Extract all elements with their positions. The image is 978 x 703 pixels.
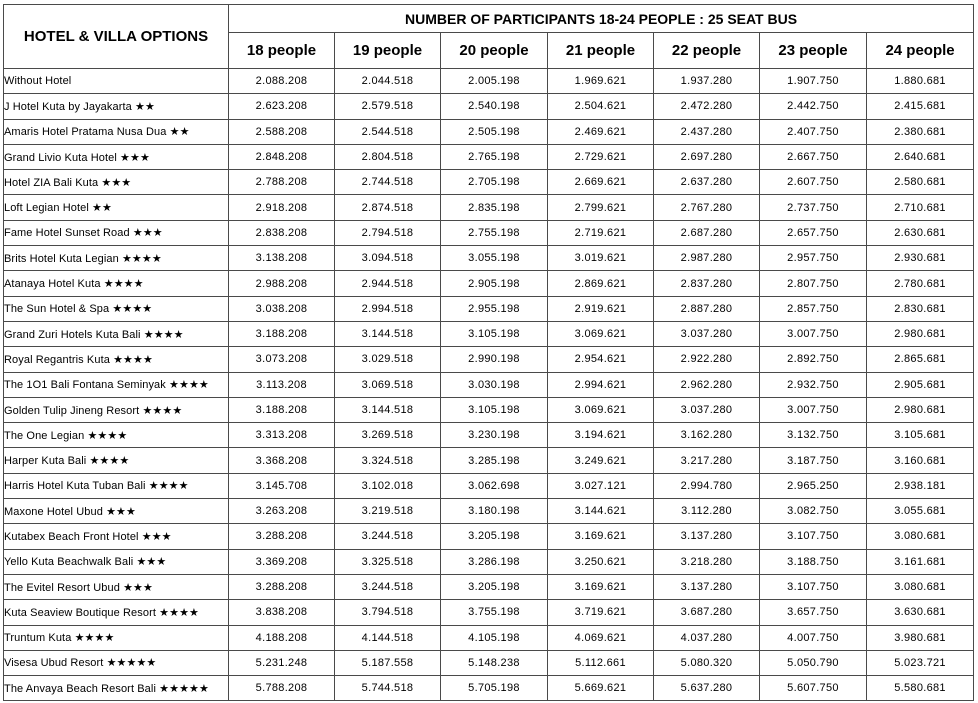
price-cell: 2.962.280 [654,372,760,397]
price-cell: 3.107.750 [760,574,867,599]
hotel-name-cell: Kutabex Beach Front Hotel ★★★ [4,524,229,549]
table-row [4,220,974,245]
table-row [4,473,974,498]
price-cell: 2.887.280 [654,296,760,321]
price-cell: 2.630.681 [867,220,974,245]
price-cell: 2.918.208 [229,195,335,220]
price-cell: 3.069.621 [548,321,654,346]
price-cell: 2.667.750 [760,144,867,169]
price-cell: 2.407.750 [760,119,867,144]
hotel-name-cell: The Sun Hotel & Spa ★★★★ [4,296,229,321]
hotel-name-cell: Atanaya Hotel Kuta ★★★★ [4,271,229,296]
price-cell: 3.169.621 [548,574,654,599]
hotel-name-cell: Visesa Ubud Resort ★★★★★ [4,650,229,675]
price-cell: 5.080.320 [654,650,760,675]
price-cell: 2.905.198 [441,271,548,296]
price-cell: 2.988.208 [229,271,335,296]
price-cell: 2.637.280 [654,170,760,195]
price-cell: 5.705.198 [441,676,548,701]
price-cell: 3.073.208 [229,347,335,372]
price-cell: 5.112.661 [548,650,654,675]
price-cell: 2.990.198 [441,347,548,372]
price-cell: 3.080.681 [867,524,974,549]
price-cell: 2.765.198 [441,144,548,169]
price-cell: 2.919.621 [548,296,654,321]
price-cell: 2.780.681 [867,271,974,296]
price-cell: 2.623.208 [229,94,335,119]
price-cell: 2.944.518 [335,271,441,296]
price-cell: 2.380.681 [867,119,974,144]
price-cell: 2.505.198 [441,119,548,144]
column-header: 20 people [441,33,548,69]
price-cell: 2.719.621 [548,220,654,245]
price-cell: 3.161.681 [867,549,974,574]
price-cell: 2.005.198 [441,69,548,94]
price-cell: 2.892.750 [760,347,867,372]
price-cell: 3.630.681 [867,600,974,625]
hotel-name-cell: Kuta Seaview Boutique Resort ★★★★ [4,600,229,625]
hotel-name-cell: Truntum Kuta ★★★★ [4,625,229,650]
price-cell: 3.219.518 [335,499,441,524]
price-cell: 3.194.621 [548,423,654,448]
price-cell: 3.082.750 [760,499,867,524]
hotel-name-cell: J Hotel Kuta by Jayakarta ★★ [4,94,229,119]
price-cell: 3.144.518 [335,397,441,422]
price-cell: 3.269.518 [335,423,441,448]
price-cell: 3.102.018 [335,473,441,498]
price-cell: 3.160.681 [867,448,974,473]
price-cell: 2.744.518 [335,170,441,195]
price-cell: 3.069.518 [335,372,441,397]
price-cell: 3.205.198 [441,574,548,599]
price-cell: 3.055.198 [441,246,548,271]
price-cell: 3.105.198 [441,397,548,422]
hotel-name-cell: The Evitel Resort Ubud ★★★ [4,574,229,599]
price-cell: 3.007.750 [760,321,867,346]
hotel-name-cell: Amaris Hotel Pratama Nusa Dua ★★ [4,119,229,144]
price-cell: 3.019.621 [548,246,654,271]
price-cell: 3.205.198 [441,524,548,549]
price-cell: 2.442.750 [760,94,867,119]
price-cell: 3.980.681 [867,625,974,650]
price-cell: 3.030.198 [441,372,548,397]
price-cell: 2.588.208 [229,119,335,144]
price-cell: 2.737.750 [760,195,867,220]
hotel-name-cell: Hotel ZIA Bali Kuta ★★★ [4,170,229,195]
price-cell: 2.869.621 [548,271,654,296]
price-cell: 4.144.518 [335,625,441,650]
table-row [4,423,974,448]
price-cell: 3.285.198 [441,448,548,473]
price-cell: 1.907.750 [760,69,867,94]
hotel-name-cell: Yello Kuta Beachwalk Bali ★★★ [4,549,229,574]
table-row [4,397,974,422]
table-row [4,600,974,625]
price-cell: 2.994.780 [654,473,760,498]
price-cell: 3.244.518 [335,574,441,599]
price-cell: 2.640.681 [867,144,974,169]
price-cell: 2.837.280 [654,271,760,296]
price-cell: 2.504.621 [548,94,654,119]
hotel-name-cell: Without Hotel [4,69,229,94]
price-cell: 4.007.750 [760,625,867,650]
price-cell: 2.540.198 [441,94,548,119]
column-header: 24 people [867,33,974,69]
price-cell: 3.325.518 [335,549,441,574]
price-cell: 2.807.750 [760,271,867,296]
price-cell: 2.767.280 [654,195,760,220]
table-row [4,170,974,195]
table-row [4,574,974,599]
price-cell: 3.037.280 [654,321,760,346]
price-cell: 3.037.280 [654,397,760,422]
table-row [4,144,974,169]
hotel-name-cell: Maxone Hotel Ubud ★★★ [4,499,229,524]
price-cell: 3.217.280 [654,448,760,473]
price-cell: 2.607.750 [760,170,867,195]
price-cell: 2.669.621 [548,170,654,195]
price-cell: 3.188.750 [760,549,867,574]
price-cell: 2.544.518 [335,119,441,144]
price-cell: 3.263.208 [229,499,335,524]
price-cell: 2.469.621 [548,119,654,144]
price-cell: 2.705.198 [441,170,548,195]
hotel-name-cell: The One Legian ★★★★ [4,423,229,448]
price-cell: 3.145.708 [229,473,335,498]
price-cell: 3.288.208 [229,574,335,599]
price-cell: 2.044.518 [335,69,441,94]
price-cell: 2.955.198 [441,296,548,321]
price-cell: 3.169.621 [548,524,654,549]
price-cell: 3.137.280 [654,524,760,549]
price-cell: 3.080.681 [867,574,974,599]
price-cell: 2.794.518 [335,220,441,245]
price-cell: 3.137.280 [654,574,760,599]
price-cell: 3.324.518 [335,448,441,473]
price-cell: 3.144.518 [335,321,441,346]
price-cell: 4.105.198 [441,625,548,650]
price-cell: 2.088.208 [229,69,335,94]
price-cell: 2.965.250 [760,473,867,498]
price-cell: 2.729.621 [548,144,654,169]
price-cell: 5.231.248 [229,650,335,675]
price-cell: 2.472.280 [654,94,760,119]
column-header: 21 people [548,33,654,69]
price-cell: 3.113.208 [229,372,335,397]
price-cell: 2.799.621 [548,195,654,220]
table-row [4,524,974,549]
price-cell: 3.244.518 [335,524,441,549]
price-cell: 3.107.750 [760,524,867,549]
price-cell: 3.144.621 [548,499,654,524]
price-cell: 1.937.280 [654,69,760,94]
participants-group-header: NUMBER OF PARTICIPANTS 18-24 PEOPLE : 25 SEAT BUS [229,5,974,33]
price-cell: 3.105.681 [867,423,974,448]
price-cell: 4.037.280 [654,625,760,650]
price-cell: 2.848.208 [229,144,335,169]
table-row [4,321,974,346]
price-cell: 5.607.750 [760,676,867,701]
price-cell: 3.249.621 [548,448,654,473]
price-cell: 5.187.558 [335,650,441,675]
price-cell: 3.218.280 [654,549,760,574]
price-cell: 5.023.721 [867,650,974,675]
price-cell: 2.994.518 [335,296,441,321]
price-cell: 2.830.681 [867,296,974,321]
hotel-name-cell: The Anvaya Beach Resort Bali ★★★★★ [4,676,229,701]
hotel-name-cell: Loft Legian Hotel ★★ [4,195,229,220]
table-row [4,347,974,372]
price-cell: 3.038.208 [229,296,335,321]
price-cell: 3.132.750 [760,423,867,448]
price-cell: 3.062.698 [441,473,548,498]
price-cell: 3.069.621 [548,397,654,422]
column-header: 23 people [760,33,867,69]
price-cell: 2.755.198 [441,220,548,245]
price-cell: 3.369.208 [229,549,335,574]
hotel-name-cell: Royal Regantris Kuta ★★★★ [4,347,229,372]
price-cell: 2.954.621 [548,347,654,372]
hotel-name-cell: Grand Zuri Hotels Kuta Bali ★★★★ [4,321,229,346]
hotel-name-cell: Fame Hotel Sunset Road ★★★ [4,220,229,245]
price-cell: 2.697.280 [654,144,760,169]
price-cell: 3.250.621 [548,549,654,574]
price-cell: 2.415.681 [867,94,974,119]
price-cell: 2.922.280 [654,347,760,372]
price-cell: 4.069.621 [548,625,654,650]
table-row [4,94,974,119]
hotel-name-cell: Harper Kuta Bali ★★★★ [4,448,229,473]
table-row [4,650,974,675]
price-cell: 5.580.681 [867,676,974,701]
price-cell: 1.880.681 [867,69,974,94]
price-cell: 3.138.208 [229,246,335,271]
price-cell: 2.687.280 [654,220,760,245]
table-row [4,296,974,321]
price-cell: 3.105.198 [441,321,548,346]
table-row [4,372,974,397]
price-table [3,4,974,701]
price-cell: 3.007.750 [760,397,867,422]
price-cell: 2.437.280 [654,119,760,144]
price-cell: 3.794.518 [335,600,441,625]
price-cell: 3.288.208 [229,524,335,549]
price-cell: 3.313.208 [229,423,335,448]
price-cell: 5.788.208 [229,676,335,701]
table-row [4,625,974,650]
price-cell: 2.580.681 [867,170,974,195]
price-cell: 3.112.280 [654,499,760,524]
price-cell: 2.657.750 [760,220,867,245]
price-cell: 2.987.280 [654,246,760,271]
price-cell: 3.162.280 [654,423,760,448]
price-cell: 3.838.208 [229,600,335,625]
price-cell: 5.050.790 [760,650,867,675]
price-cell: 3.187.750 [760,448,867,473]
price-cell: 2.865.681 [867,347,974,372]
price-cell: 2.835.198 [441,195,548,220]
table-row [4,69,974,94]
price-cell: 3.719.621 [548,600,654,625]
table-row [4,246,974,271]
table-row [4,676,974,701]
price-cell: 3.055.681 [867,499,974,524]
price-cell: 3.368.208 [229,448,335,473]
hotel-name-cell: Golden Tulip Jineng Resort ★★★★ [4,397,229,422]
price-cell: 3.188.208 [229,397,335,422]
table-row [4,119,974,144]
price-cell: 2.804.518 [335,144,441,169]
price-cell: 2.994.621 [548,372,654,397]
column-header: 19 people [335,33,441,69]
price-cell: 3.230.198 [441,423,548,448]
table-row [4,195,974,220]
column-header: 22 people [654,33,760,69]
price-cell: 2.980.681 [867,321,974,346]
hotel-name-cell: Harris Hotel Kuta Tuban Bali ★★★★ [4,473,229,498]
price-cell: 2.938.181 [867,473,974,498]
price-cell: 3.286.198 [441,549,548,574]
price-cell: 3.180.198 [441,499,548,524]
table-row [4,499,974,524]
hotel-name-cell: Brits Hotel Kuta Legian ★★★★ [4,246,229,271]
price-cell: 2.874.518 [335,195,441,220]
price-cell: 3.188.208 [229,321,335,346]
table-body [4,69,974,701]
price-cell: 3.755.198 [441,600,548,625]
price-cell: 2.788.208 [229,170,335,195]
price-cell: 5.148.238 [441,650,548,675]
price-cell: 2.980.681 [867,397,974,422]
price-cell: 3.029.518 [335,347,441,372]
price-cell: 4.188.208 [229,625,335,650]
price-cell: 5.669.621 [548,676,654,701]
price-cell: 3.027.121 [548,473,654,498]
price-cell: 2.932.750 [760,372,867,397]
price-cell: 3.657.750 [760,600,867,625]
price-cell: 3.094.518 [335,246,441,271]
price-cell: 2.930.681 [867,246,974,271]
price-cell: 1.969.621 [548,69,654,94]
price-cell: 5.637.280 [654,676,760,701]
column-header: 18 people [229,33,335,69]
price-cell: 5.744.518 [335,676,441,701]
price-cell: 2.857.750 [760,296,867,321]
hotel-name-cell: The 1O1 Bali Fontana Seminyak ★★★★ [4,372,229,397]
price-cell: 2.838.208 [229,220,335,245]
hotel-name-cell: Grand Livio Kuta Hotel ★★★ [4,144,229,169]
price-cell: 2.957.750 [760,246,867,271]
price-cell: 2.579.518 [335,94,441,119]
price-cell: 2.905.681 [867,372,974,397]
table-row [4,549,974,574]
table-row [4,271,974,296]
price-cell: 3.687.280 [654,600,760,625]
hotel-column-header: HOTEL & VILLA OPTIONS [4,5,229,69]
table-row [4,448,974,473]
price-cell: 2.710.681 [867,195,974,220]
